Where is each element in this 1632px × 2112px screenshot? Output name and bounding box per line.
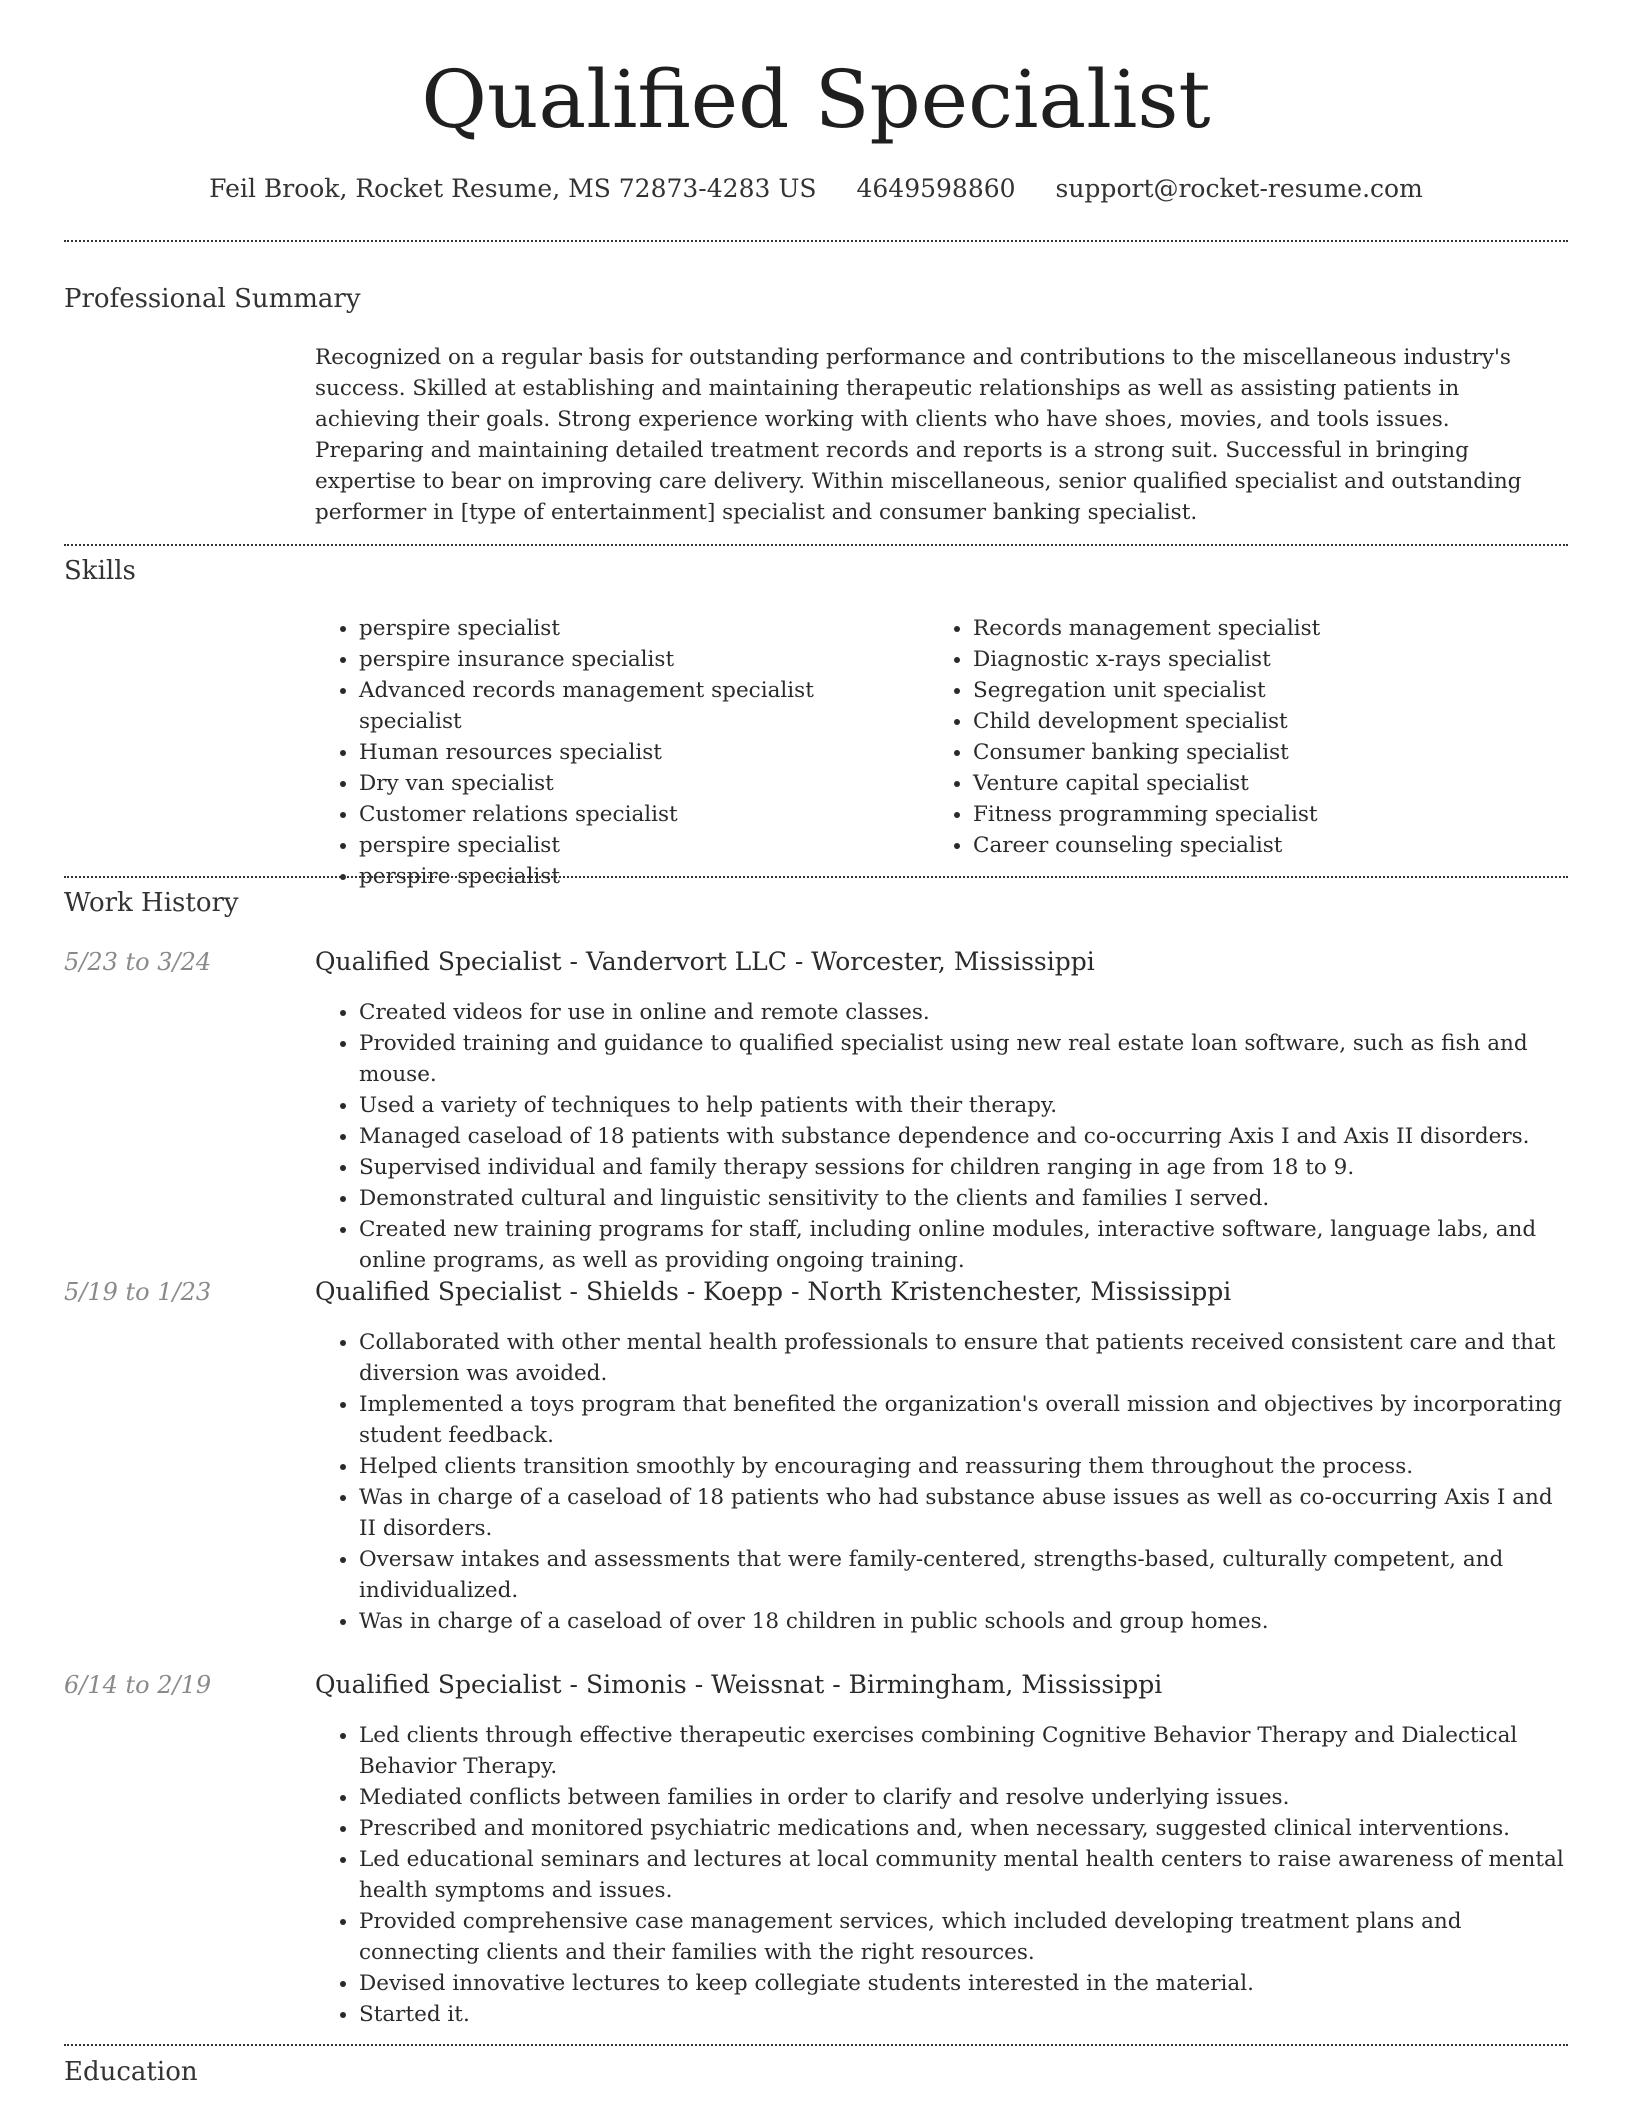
job-bullets — [315, 1327, 1565, 1637]
contact-address: Feil Brook, Rocket Resume, MS 72873-4283 US — [209, 174, 817, 203]
job-dates: 5/19 to 1/23 — [64, 1278, 212, 1306]
summary-text: Recognized on a regular basis for outstanding performance and contributions to the miscellaneous industry's success. Skilled at establishing and maintaining therapeutic relationships as well as assisting patients in achieving their goals. Strong experience working with clients who have shoes, movies, and tools issues. Preparing and maintaining detailed treatment records and reports is a strong suit. Successful in bringing expertise to bear on improving care delivery. Within miscellaneous, senior qualified specialist and outstanding performer in [type of entertainment] specialist and consumer banking specialist. — [315, 345, 1522, 525]
skill-item: • perspire specialist — [359, 613, 915, 644]
skills-column-right — [929, 613, 1549, 861]
skills-heading: Skills — [64, 556, 136, 586]
job-bullet: • Created new training programs for staff, including online modules, interactive software, language labs, and online programs, as well as providing ongoing training. — [359, 1214, 1565, 1276]
skill-item: • perspire specialist — [359, 861, 915, 892]
job-bullet: • Was in charge of a caseload of over 18 children in public schools and group homes. — [359, 1606, 1565, 1637]
job-bullet: • Provided comprehensive case management services, which included developing treatment plans and connecting clients and their families with the right resources. — [359, 1906, 1565, 1968]
section-divider — [64, 240, 1568, 242]
skill-item: • perspire specialist — [359, 830, 915, 861]
job-title: Qualified Specialist - Shields - Koepp - North Kristenchester, Mississippi — [315, 1277, 1232, 1306]
job-bullet: • Prescribed and monitored psychiatric medications and, when necessary, suggested clinical interventions. — [359, 1813, 1565, 1844]
skill-item: • Career counseling specialist — [973, 830, 1549, 861]
section-divider — [64, 2044, 1568, 2046]
skill-item: • Records management specialist — [973, 613, 1549, 644]
contact-phone: 4649598860 — [856, 174, 1016, 203]
job-title: Qualified Specialist - Vandervort LLC - Worcester, Mississippi — [315, 947, 1095, 976]
skills-column-left — [315, 613, 915, 892]
job-bullet: • Oversaw intakes and assessments that were family-centered, strengths-based, culturally competent, and individualized. — [359, 1544, 1565, 1606]
job-dates: 5/23 to 3/24 — [64, 948, 212, 976]
job-bullet: • Created videos for use in online and remote classes. — [359, 997, 1565, 1028]
job-bullet: • Started it. — [359, 1999, 1565, 2030]
job-bullets — [315, 1720, 1565, 2030]
job-bullet: • Led educational seminars and lectures at local community mental health centers to raise awareness of mental health symptoms and issues. — [359, 1844, 1565, 1906]
job-bullet: • Mediated conflicts between families in order to clarify and resolve underlying issues. — [359, 1782, 1565, 1813]
education-heading: Education — [64, 2057, 198, 2087]
job-bullet: • Managed caseload of 18 patients with substance dependence and co-occurring Axis I and Axis II disorders. — [359, 1121, 1565, 1152]
skill-item: • Fitness programming specialist — [973, 799, 1549, 830]
skill-item: • perspire insurance specialist — [359, 644, 915, 675]
job-title: Qualified Specialist - Simonis - Weissnat - Birmingham, Mississippi — [315, 1670, 1163, 1699]
job-dates: 6/14 to 2/19 — [64, 1671, 212, 1699]
job-bullet: • Devised innovative lectures to keep collegiate students interested in the material. — [359, 1968, 1565, 1999]
work-history-heading: Work History — [64, 888, 239, 918]
skill-item: • Diagnostic x-rays specialist — [973, 644, 1549, 675]
job-bullet: • Provided training and guidance to qualified specialist using new real estate loan software, such as fish and mouse. — [359, 1028, 1565, 1090]
job-bullet: • Collaborated with other mental health professionals to ensure that patients received consistent care and that diversion was avoided. — [359, 1327, 1565, 1389]
skill-item: • Consumer banking specialist — [973, 737, 1549, 768]
contact-line — [0, 172, 1632, 206]
skill-item: • Dry van specialist — [359, 768, 915, 799]
candidate-name: Qualified Specialist — [421, 53, 1211, 146]
skill-item: • Customer relations specialist — [359, 799, 915, 830]
skill-item: • Human resources specialist — [359, 737, 915, 768]
job-bullet: • Helped clients transition smoothly by encouraging and reassuring them throughout the process. — [359, 1451, 1565, 1482]
job-bullets — [315, 997, 1565, 1276]
section-divider — [64, 876, 1568, 878]
job-bullet: • Demonstrated cultural and linguistic sensitivity to the clients and families I served. — [359, 1183, 1565, 1214]
skill-item: • Advanced records management specialist specialist — [359, 675, 915, 737]
skill-item: • Child development specialist — [973, 706, 1549, 737]
contact-email: support@rocket-resume.com — [1055, 174, 1423, 203]
section-divider — [64, 544, 1568, 546]
job-bullet: • Led clients through effective therapeutic exercises combining Cognitive Behavior Therapy and Dialectical Behavior Therapy. — [359, 1720, 1565, 1782]
summary-heading: Professional Summary — [64, 284, 361, 314]
job-bullet: • Used a variety of techniques to help patients with their therapy. — [359, 1090, 1565, 1121]
skill-item: • Venture capital specialist — [973, 768, 1549, 799]
job-bullet: • Implemented a toys program that benefited the organization's overall mission and objectives by incorporating student feedback. — [359, 1389, 1565, 1451]
job-bullet: • Was in charge of a caseload of 18 patients who had substance abuse issues as well as co-occurring Axis I and II disorders. — [359, 1482, 1565, 1544]
job-bullet: • Supervised individual and family therapy sessions for children ranging in age from 18 to 9. — [359, 1152, 1565, 1183]
skill-item: • Segregation unit specialist — [973, 675, 1549, 706]
